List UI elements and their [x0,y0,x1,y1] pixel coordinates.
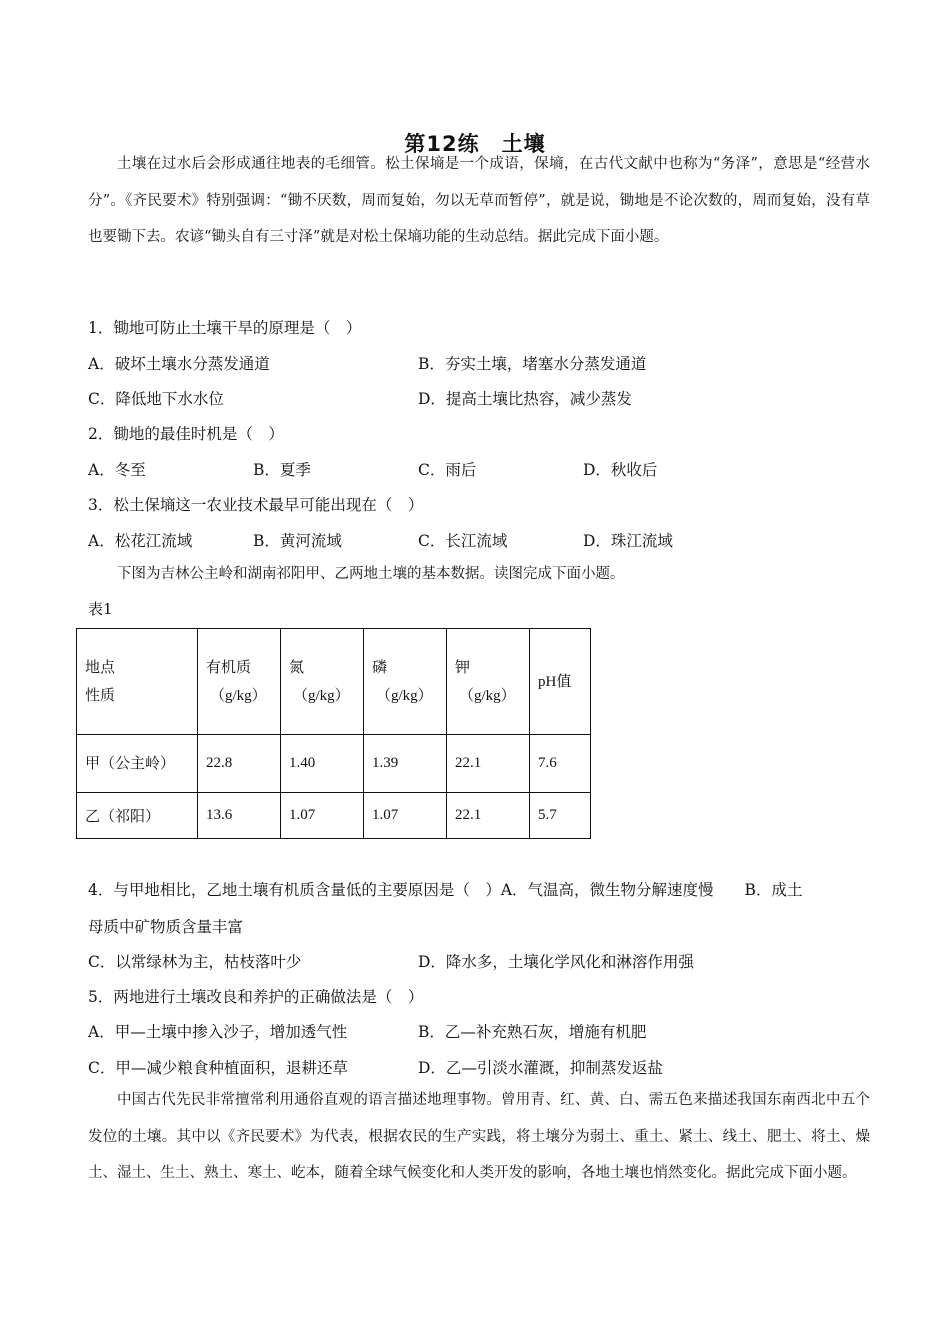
header-name: pH值 [538,673,572,690]
page-title: 第12练 土壤 [404,132,546,156]
table-cell: 1.39 [364,735,447,793]
intro-passage-1: 土壤在过水后会形成通往地表的毛细管。松土保墒是一个成语，保墒，在古代文献中也称为“务泽”，意思是“经营水分”。《齐民要术》特别强调：“锄不厌数，周而复始，勿以无草而暂停”，就是说，锄地是不论次数的，周而复始，没有草也要锄下去。农谚“锄头自有三寸泽”就是对松土保墒功能的生动总结。据此完成下面小题。 [88,156,870,245]
intro-passage-3: 中国古代先民非常擅常利用通俗直观的语言描述地理事物。曾用青、红、黄、白、需五色来描述我国东南西北中五个发位的土壤。其中以《齐民要术》为代表，根据农民的生产实践，将土壤分为弱土、重土、紧土、线土、肥土、将土、燥土、湿土、生土、熟土、寒土、屹本，随着全球气候变化和人类开发的影响，各地土壤也悄然变化。据此完成下面小题。 [88,1092,870,1181]
corner-label-place: 地点 [85,659,116,676]
q4-stem-line-2: 母质中矿物质含量丰富 [88,918,244,936]
table-cell: 13.6 [198,793,281,839]
table-cell: 1.07 [364,793,447,839]
header-unit: （g/kg） [376,687,433,704]
header-cell [447,629,530,735]
table-corner-cell [77,629,198,735]
q1-option-b[interactable]: B．夯实土壤，堵塞水分蒸发通道 [418,355,647,373]
row-place-cell: 甲（公主岭） [77,735,198,793]
table-label: 表1 [88,600,113,618]
q2-stem: 2．锄地的最佳时机是（ ） [88,425,284,443]
q1-option-d[interactable]: D．提高土壤比热容，减少蒸发 [418,390,632,408]
table-row [77,793,591,839]
row-place-cell: 乙（祁阳） [77,793,198,839]
q1-option-c[interactable]: C．降低地下水水位 [88,390,224,408]
q5-option-d[interactable]: D．乙—引淡水灌溉，抑制蒸发返盐 [418,1059,663,1077]
q5-option-a[interactable]: A．甲—土壤中掺入沙子，增加透气性 [88,1023,348,1041]
soil-data-table [76,628,591,839]
table-row [77,735,591,793]
q5-option-c[interactable]: C．甲—减少粮食种植面积，退耕还草 [88,1059,348,1077]
q4-option-c[interactable]: C．以常绿林为主，枯枝落叶少 [88,953,302,971]
header-cell [281,629,364,735]
header-cell [198,629,281,735]
q3-option-a[interactable]: A．松花江流域 [88,532,193,550]
q1-option-a[interactable]: A．破坏土壤水分蒸发通道 [88,355,270,373]
q2-option-d[interactable]: D．秋收后 [583,461,658,479]
table-cell: 22.1 [447,735,530,793]
header-name: 钾 [455,659,471,676]
q1-stem: 1．锄地可防止土壤干旱的原理是（ ） [88,319,362,337]
q5-option-b[interactable]: B．乙—补充熟石灰，增施有机肥 [418,1023,647,1041]
table-cell: 1.07 [281,793,364,839]
table-header-row [77,629,591,735]
header-cell [530,629,591,735]
table-cell: 22.1 [447,793,530,839]
table-cell: 7.6 [530,735,591,793]
q3-stem: 3．松土保墒这一农业技术最早可能出现在（ ） [88,496,424,514]
q2-option-b[interactable]: B．夏季 [253,461,311,479]
header-cell [364,629,447,735]
table-cell: 22.8 [198,735,281,793]
header-unit: （g/kg） [293,687,350,704]
q3-option-c[interactable]: C．长江流域 [418,532,508,550]
header-unit: （g/kg） [210,687,267,704]
intro-passage-2: 下图为吉林公主岭和湖南祁阳甲、乙两地土壤的基本数据。读图完成下面小题。 [117,566,625,582]
q3-option-b[interactable]: B．黄河流域 [253,532,342,550]
q2-option-c[interactable]: C．雨后 [418,461,477,479]
table-cell: 5.7 [530,793,591,839]
header-name: 磷 [372,659,388,676]
corner-label-property: 性质 [85,687,116,704]
table-cell: 1.40 [281,735,364,793]
header-name: 有机质 [206,659,252,676]
header-name: 氮 [289,659,305,676]
q4-stem-line-1: 4．与甲地相比，乙地土壤有机质含量低的主要原因是（ ）A．气温高，微生物分解速度慢 B．成土 [88,881,803,899]
q2-option-a[interactable]: A．冬至 [88,461,146,479]
header-unit: （g/kg） [459,687,516,704]
q5-stem: 5．两地进行土壤改良和养护的正确做法是（ ） [88,988,424,1006]
q4-option-d[interactable]: D．降水多，土壤化学风化和淋溶作用强 [418,953,694,971]
q3-option-d[interactable]: D．珠江流域 [583,532,673,550]
